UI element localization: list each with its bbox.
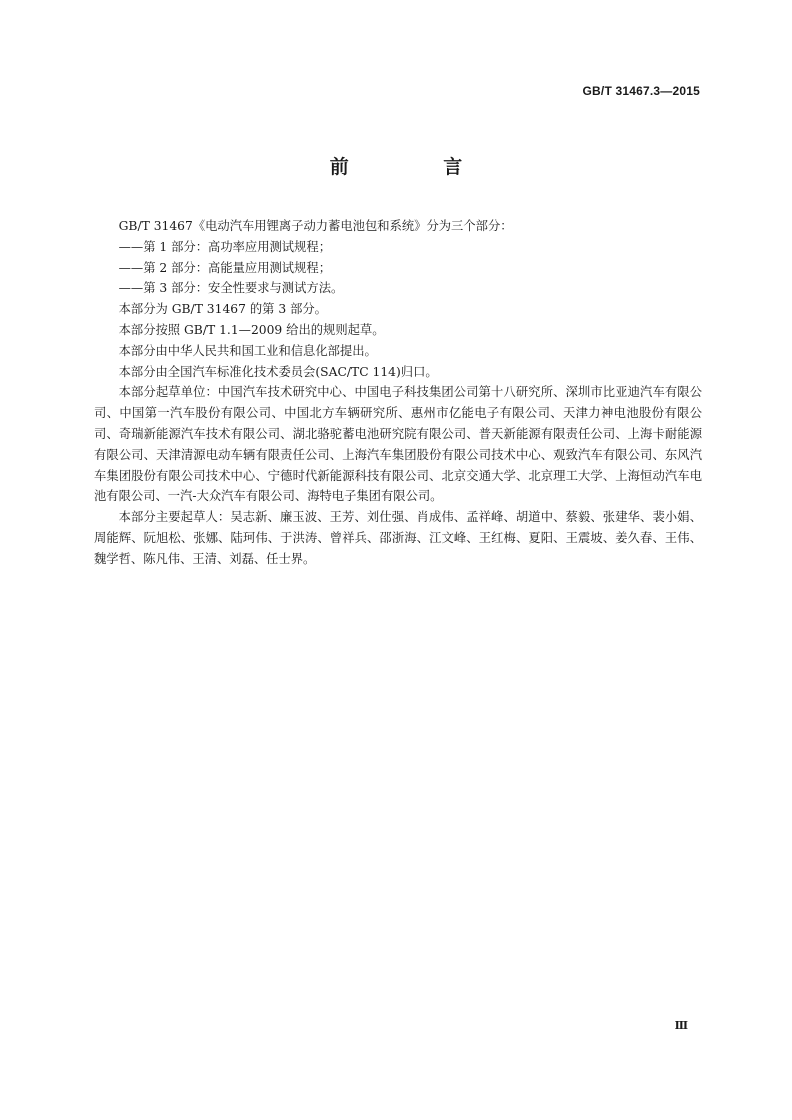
proposer: 本部分由中华人民共和国工业和信息化部提出。 xyxy=(118,343,377,358)
list-item-part-3: ——第 3 部分：安全性要求与测试方法。 xyxy=(118,281,344,296)
part-statement: 本部分为 GB/T 31467 的第 3 部分。 xyxy=(118,302,327,317)
page-title: 前 言 xyxy=(329,156,507,178)
drafting-organizations: 本部分起草单位：中国汽车技术研究中心、中国电子科技集团公司第十八研究所、深圳市比亚迪汽车有限公司、中国第一汽车股份有限公司、中国北方车辆研究所、惠州市亿能电子有限公司、天津力神电池股份有限公司、奇瑞新能源汽车技术有限公司、湖北骆驼蓄电池研究院有限公司、普天新能源有限责任公司、上海卡耐能源有限公司、天津清源电动车辆有限责任公司、上海汽车集团股份有限公司技术中心、观致汽车有限公司、东风汽车集团股份有限公司技术中心、宁德时代新能源科技有限公司、北京交通大学、北京理工大学、上海恒动汽车电池有限公司、一汽-大众汽车有限公司、海特电子集团有限公司。 xyxy=(94,385,702,504)
page-number: Ⅲ xyxy=(674,1019,688,1032)
intro-paragraph: GB/T 31467《电动汽车用锂离子动力蓄电池包和系统》分为三个部分： xyxy=(118,219,513,233)
drafting-rules: 本部分按照 GB/T 1.1—2009 给出的规则起草。 xyxy=(118,322,385,337)
list-item-part-1: ——第 1 部分：高功率应用测试规程； xyxy=(118,239,331,254)
foreword-body xyxy=(94,216,702,570)
list-item-part-2: ——第 2 部分：高能量应用测试规程； xyxy=(118,260,331,275)
main-drafters: 本部分主要起草人：吴志新、廉玉波、王芳、刘仕强、肖成伟、孟祥峰、胡道中、蔡毅、张建华、裴小娟、周能辉、阮旭松、张娜、陆珂伟、于洪涛、曾祥兵、邵浙海、江文峰、王红梅、夏阳、王震坡、姜久春、王伟、魏学哲、陈凡伟、王清、刘磊、任士界。 xyxy=(94,510,702,566)
technical-committee: 本部分由全国汽车标准化技术委员会(SAC/TC 114)归口。 xyxy=(118,364,438,379)
standard-code: GB/T 31467.3—2015 xyxy=(582,84,700,98)
